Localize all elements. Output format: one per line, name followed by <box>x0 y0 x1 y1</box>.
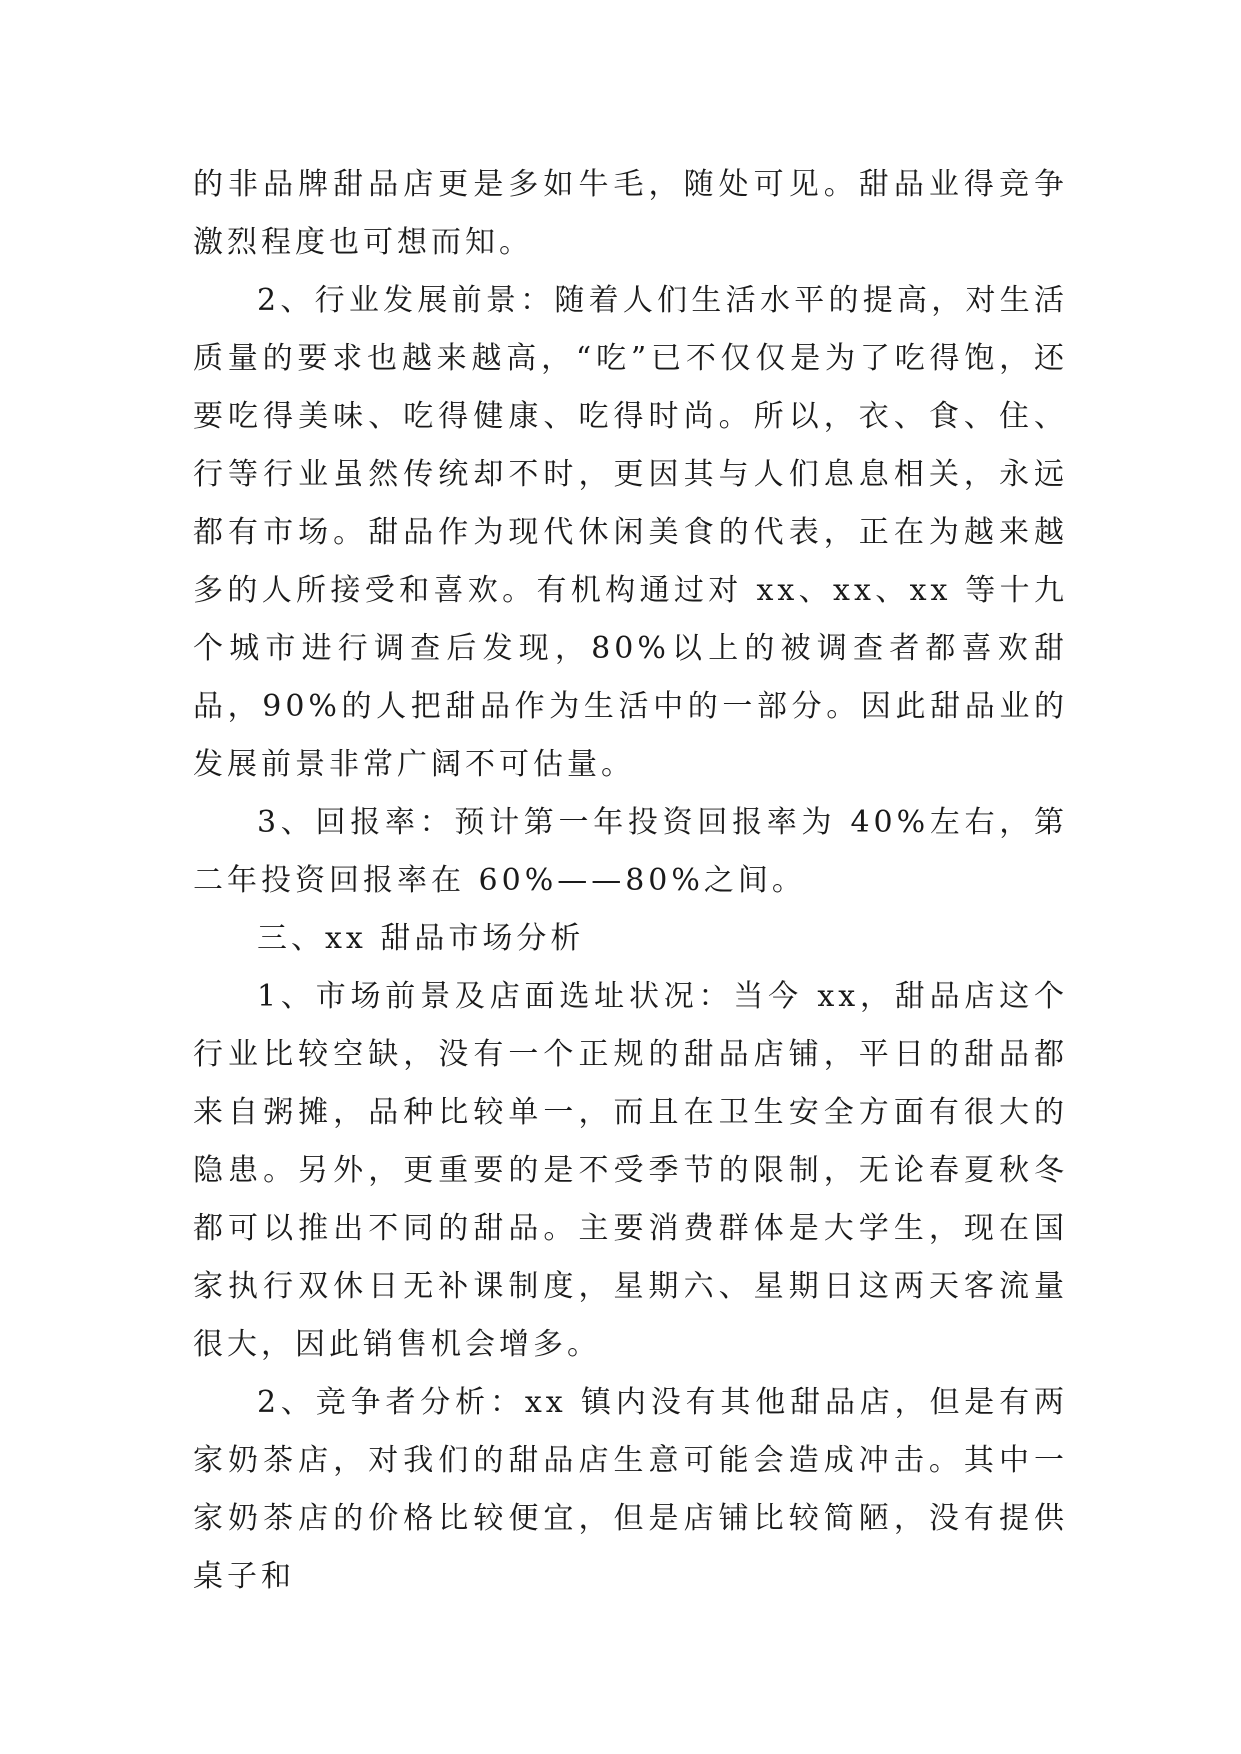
paragraph-return-rate: 3、回报率：预计第一年投资回报率为 40%左右，第二年投资回报率在 60%——80%之间。 <box>193 805 1068 898</box>
paragraph-competitor-analysis: 2、竞争者分析：xx 镇内没有其他甜品店，但是有两家奶茶店，对我们的甜品店生意可能会造成冲击。其中一家奶茶店的价格比较便宜，但是店铺比较简陋，没有提供桌子和 <box>193 1385 1068 1594</box>
section-heading-market-analysis: 三、xx 甜品市场分析 <box>257 921 585 956</box>
paragraph-continuation: 的非品牌甜品店更是多如牛毛，随处可见。甜品业得竞争激烈程度也可想而知。 <box>193 167 1068 260</box>
document-body <box>193 156 1068 1606</box>
paragraph-industry-prospects: 2、行业发展前景：随着人们生活水平的提高，对生活质量的要求也越来越高，“吃”已不仅仅是为了吃得饱，还要吃得美味、吃得健康、吃得时尚。所以，衣、食、住、行等行业虽然传统却不时，更因其与人们息息相关，永远都有市场。甜品作为现代休闲美食的代表，正在为越来越多的人所接受和喜欢。有机构通过对 xx、xx、xx 等十九个城市进行调查后发现，80%以上的被调查者都喜欢甜品，90%的人把甜品作为生活中的一部分。因此甜品业的发展前景非常广阔不可估量。 <box>193 283 1068 782</box>
paragraph-market-prospects: 1、市场前景及店面选址状况：当今 xx，甜品店这个行业比较空缺，没有一个正规的甜品店铺，平日的甜品都来自粥摊，品种比较单一，而且在卫生安全方面有很大的隐患。另外，更重要的是不受季节的限制，无论春夏秋冬都可以推出不同的甜品。主要消费群体是大学生，现在国家执行双休日无补课制度，星期六、星期日这两天客流量很大，因此销售机会增多。 <box>193 979 1068 1362</box>
